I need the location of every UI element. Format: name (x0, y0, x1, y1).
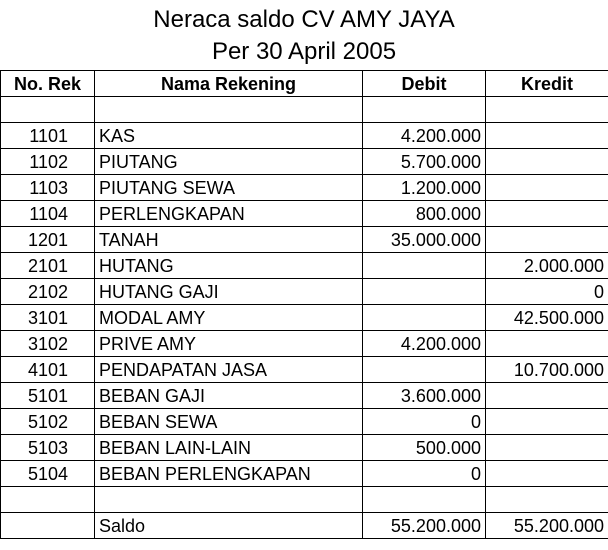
total-row (1, 513, 608, 539)
debit-cell (363, 279, 486, 305)
account-name-cell: PIUTANG SEWA (95, 175, 363, 201)
account-no-cell: 1104 (1, 201, 95, 227)
account-no-cell: 1201 (1, 227, 95, 253)
table-row (1, 123, 608, 149)
account-name-cell: HUTANG GAJI (95, 279, 363, 305)
debit-cell (363, 305, 486, 331)
empty-row (1, 97, 608, 123)
debit-cell: 35.000.000 (363, 227, 486, 253)
empty-cell (1, 513, 95, 539)
credit-cell: 2.000.000 (486, 253, 608, 279)
account-no-cell: 3101 (1, 305, 95, 331)
table-row (1, 357, 608, 383)
account-no-cell: 5102 (1, 409, 95, 435)
account-name-cell: BEBAN GAJI (95, 383, 363, 409)
debit-cell: 4.200.000 (363, 123, 486, 149)
account-name-cell: HUTANG (95, 253, 363, 279)
credit-cell (486, 149, 608, 175)
account-no-cell: 5104 (1, 461, 95, 487)
empty-cell (363, 97, 486, 123)
account-name-cell: TANAH (95, 227, 363, 253)
empty-cell (95, 97, 363, 123)
total-label: Saldo (95, 513, 363, 539)
table-row (1, 253, 608, 279)
debit-cell: 4.200.000 (363, 331, 486, 357)
table-row (1, 175, 608, 201)
account-name-cell: MODAL AMY (95, 305, 363, 331)
debit-cell (363, 357, 486, 383)
header-credit: Kredit (486, 71, 608, 97)
credit-cell (486, 409, 608, 435)
header-row (1, 71, 608, 97)
credit-cell (486, 123, 608, 149)
empty-cell (1, 487, 95, 513)
table-row (1, 305, 608, 331)
empty-cell (486, 487, 608, 513)
empty-cell (486, 97, 608, 123)
empty-cell (363, 487, 486, 513)
account-no-cell: 5103 (1, 435, 95, 461)
account-no-cell: 1102 (1, 149, 95, 175)
account-no-cell: 5101 (1, 383, 95, 409)
table-row (1, 461, 608, 487)
debit-cell: 0 (363, 409, 486, 435)
credit-cell (486, 227, 608, 253)
account-name-cell: PERLENGKAPAN (95, 201, 363, 227)
header-debit: Debit (363, 71, 486, 97)
account-no-cell: 1101 (1, 123, 95, 149)
table-row (1, 331, 608, 357)
empty-row (1, 487, 608, 513)
credit-cell: 10.700.000 (486, 357, 608, 383)
debit-cell: 3.600.000 (363, 383, 486, 409)
account-name-cell: PRIVE AMY (95, 331, 363, 357)
debit-cell: 800.000 (363, 201, 486, 227)
trial-balance-table (0, 70, 608, 539)
credit-cell (486, 435, 608, 461)
debit-cell: 0 (363, 461, 486, 487)
account-name-cell: KAS (95, 123, 363, 149)
table-row (1, 409, 608, 435)
account-name-cell: BEBAN LAIN-LAIN (95, 435, 363, 461)
table-row (1, 383, 608, 409)
account-no-cell: 4101 (1, 357, 95, 383)
table-row (1, 149, 608, 175)
account-no-cell: 1103 (1, 175, 95, 201)
table-row (1, 227, 608, 253)
empty-cell (95, 487, 363, 513)
account-no-cell: 3102 (1, 331, 95, 357)
table-row (1, 201, 608, 227)
debit-cell: 1.200.000 (363, 175, 486, 201)
debit-cell (363, 253, 486, 279)
debit-cell: 5.700.000 (363, 149, 486, 175)
credit-cell: 0 (486, 279, 608, 305)
credit-cell (486, 331, 608, 357)
empty-cell (1, 97, 95, 123)
account-name-cell: PENDAPATAN JASA (95, 357, 363, 383)
credit-cell (486, 383, 608, 409)
header-account-name: Nama Rekening (95, 71, 363, 97)
credit-cell: 42.500.000 (486, 305, 608, 331)
debit-cell: 500.000 (363, 435, 486, 461)
credit-cell (486, 461, 608, 487)
account-name-cell: BEBAN SEWA (95, 409, 363, 435)
account-no-cell: 2102 (1, 279, 95, 305)
page-title: Neraca saldo CV AMY JAYA (153, 6, 455, 33)
table-row (1, 279, 608, 305)
total-debit: 55.200.000 (363, 513, 486, 539)
credit-cell (486, 201, 608, 227)
total-credit: 55.200.000 (486, 513, 608, 539)
account-name-cell: PIUTANG (95, 149, 363, 175)
account-no-cell: 2101 (1, 253, 95, 279)
header-account-no: No. Rek (1, 71, 95, 97)
account-name-cell: BEBAN PERLENGKAPAN (95, 461, 363, 487)
page-subtitle: Per 30 April 2005 (211, 38, 397, 65)
table-row (1, 435, 608, 461)
credit-cell (486, 175, 608, 201)
